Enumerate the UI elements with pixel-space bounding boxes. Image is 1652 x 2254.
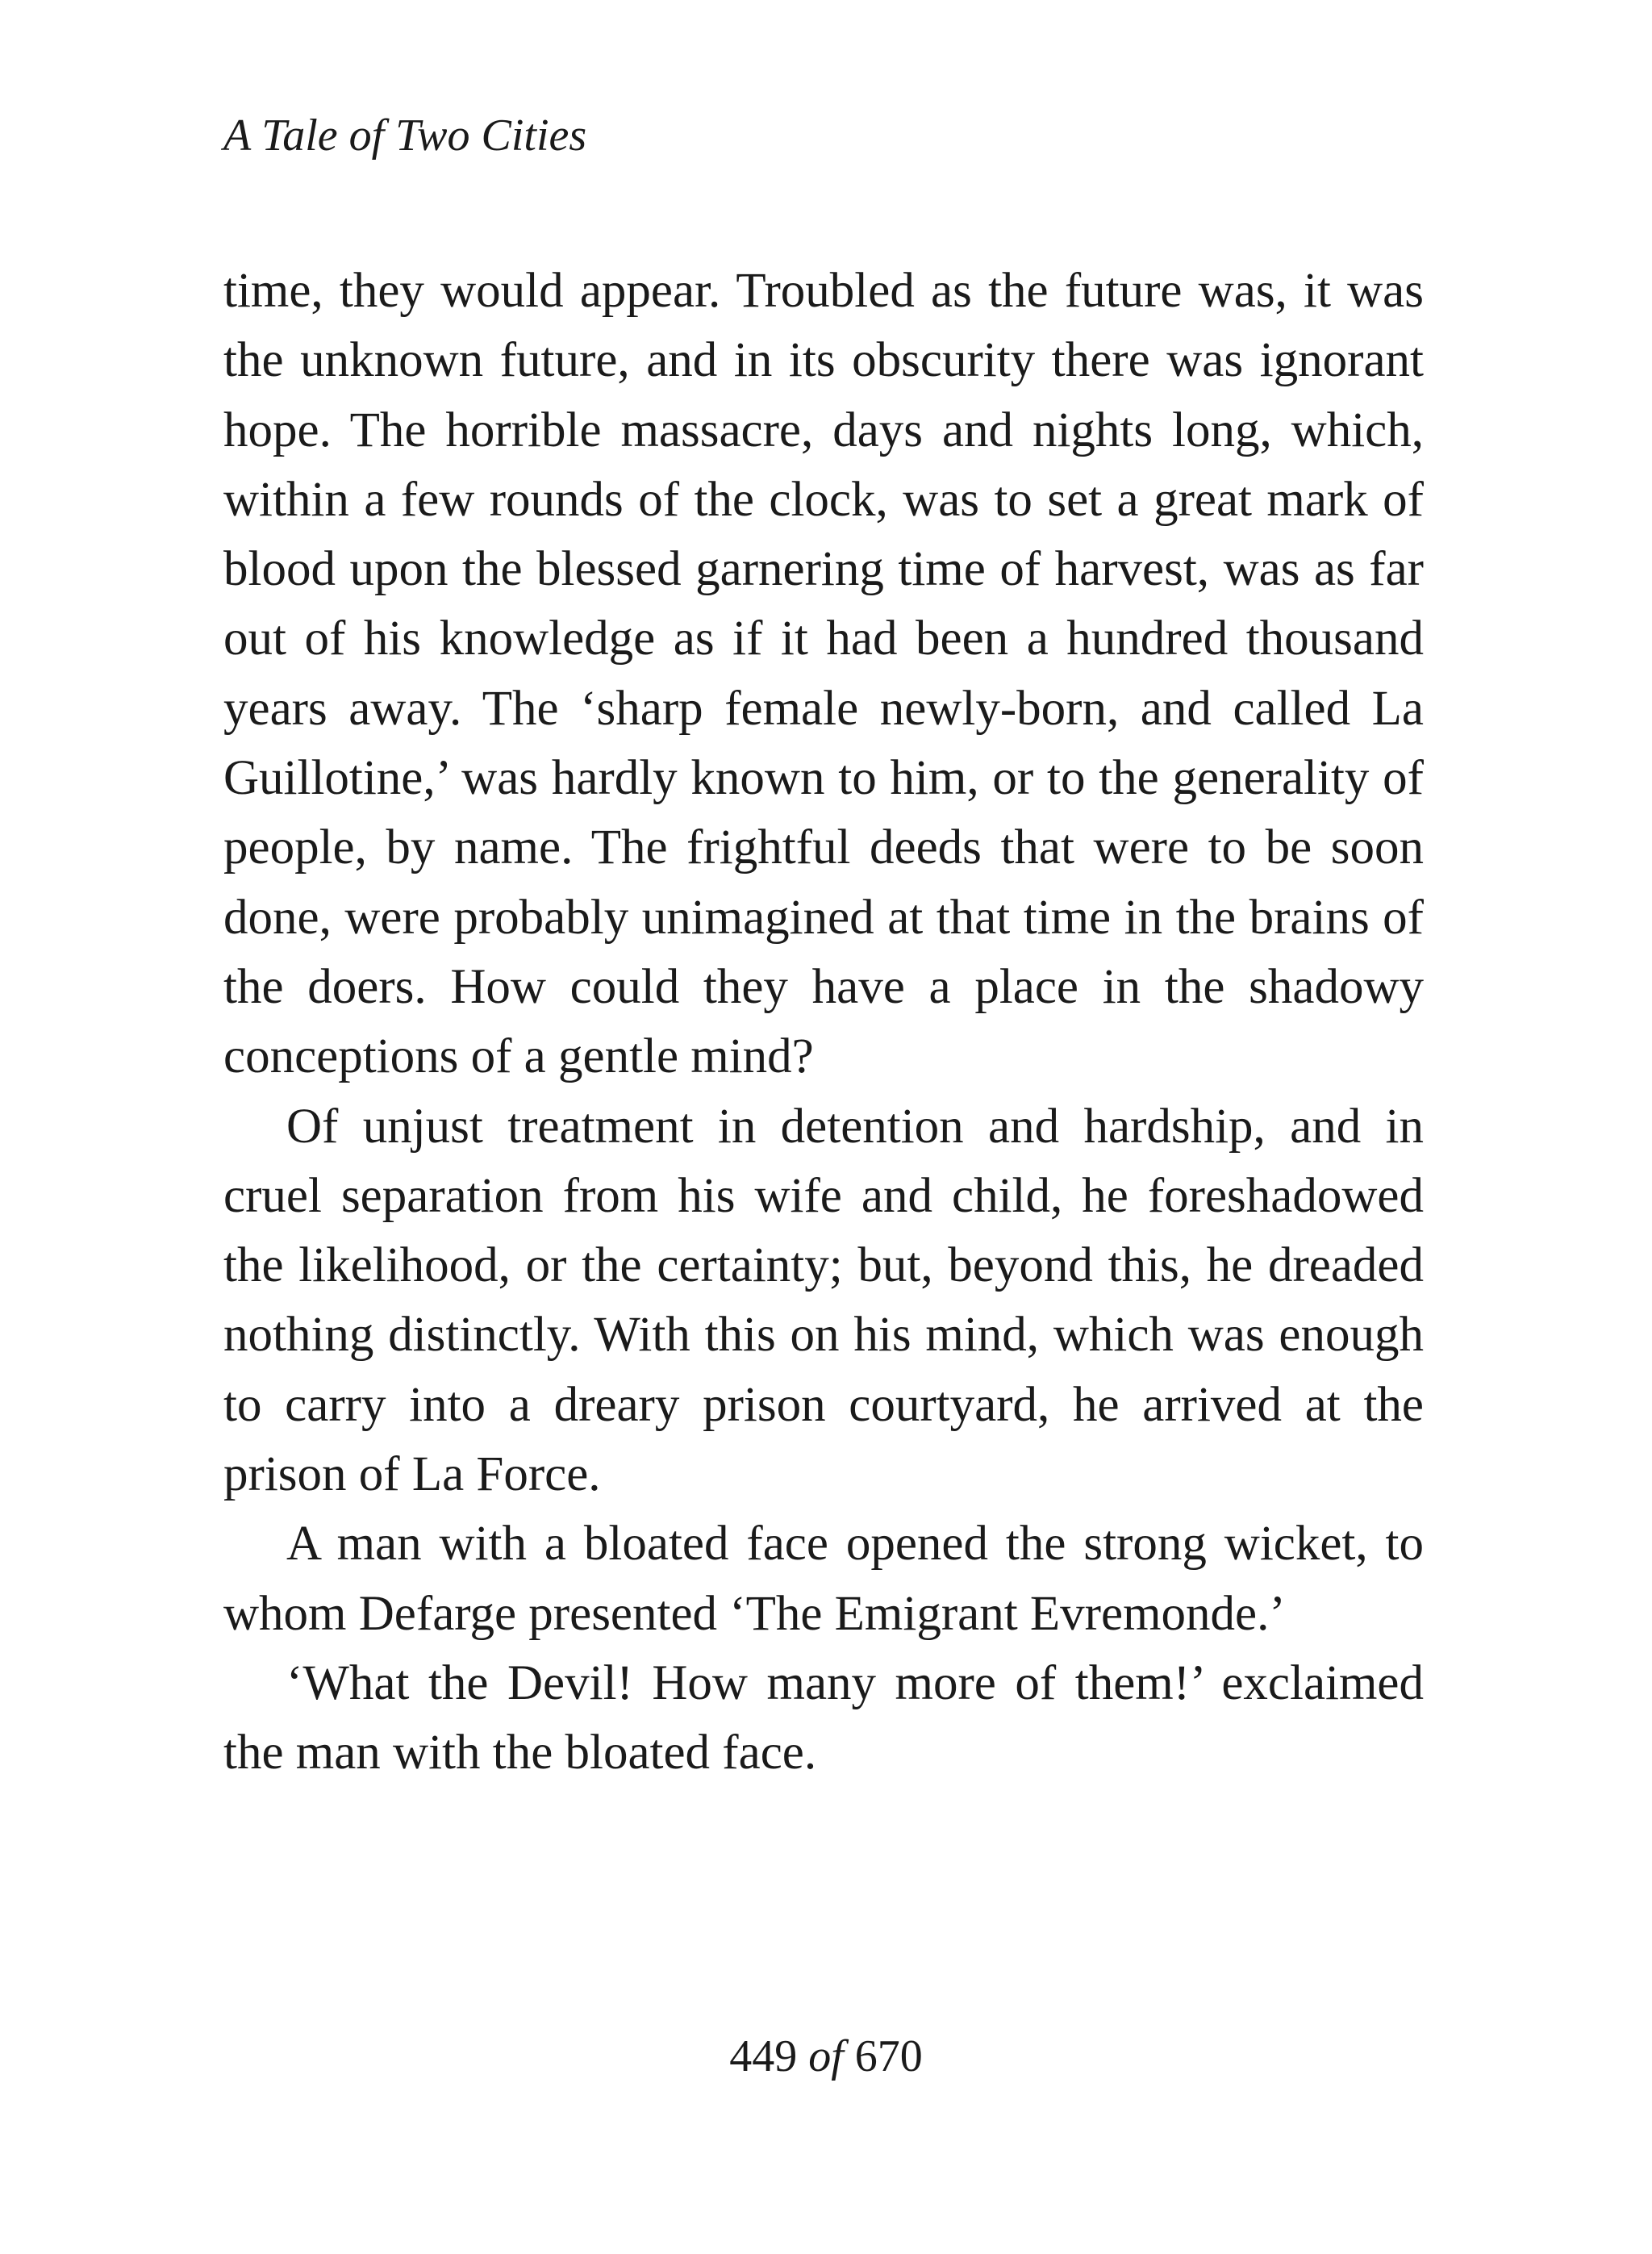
paragraph: Of unjust treatment in detention and hardship, and in cruel separation from his wife and child, he foreshadowed the likelihood, or the certainty; but, beyond this, he dreaded nothing distinctly. With this on his mind, which was enough to carry into a dreary prison courtyard, he arrived at the prison of La Force.	[223, 1099, 1424, 1502]
total-pages: 670	[854, 2031, 923, 2081]
page-number	[0, 2028, 1652, 2085]
body-text	[223, 257, 1424, 1789]
current-page: 449	[729, 2031, 798, 2081]
page-separator: of	[808, 2031, 844, 2081]
paragraph: ‘What the Devil! How many more of them!’ exclaimed the man with the bloated face.	[223, 1655, 1424, 1780]
paragraph-continued: time, they would appear. Troubled as the future was, it was the unknown future, and in its obscurity there was ignorant hope. The horrible massacre, days and nights long, which, within a few rounds of the clock, was to set a great mark of blood upon the blessed garnering time of harvest, was as far out of his knowledge as if it had been a hundred thousand years away. The ‘sharp female newly-born, and called La Guillotine,’ was hardly known to him, or to the generality of people, by name. The frightful deeds that were to be soon done, were probably unimagined at that time in the brains of the doers. How could they have a place in the shadowy conceptions of a gentle mind?	[223, 264, 1424, 1084]
running-head: A Tale of Two Cities	[223, 111, 587, 161]
paragraph: A man with a bloated face opened the strong wicket, to whom Defarge presented ‘The Emigrant Evremonde.’	[223, 1517, 1424, 1641]
